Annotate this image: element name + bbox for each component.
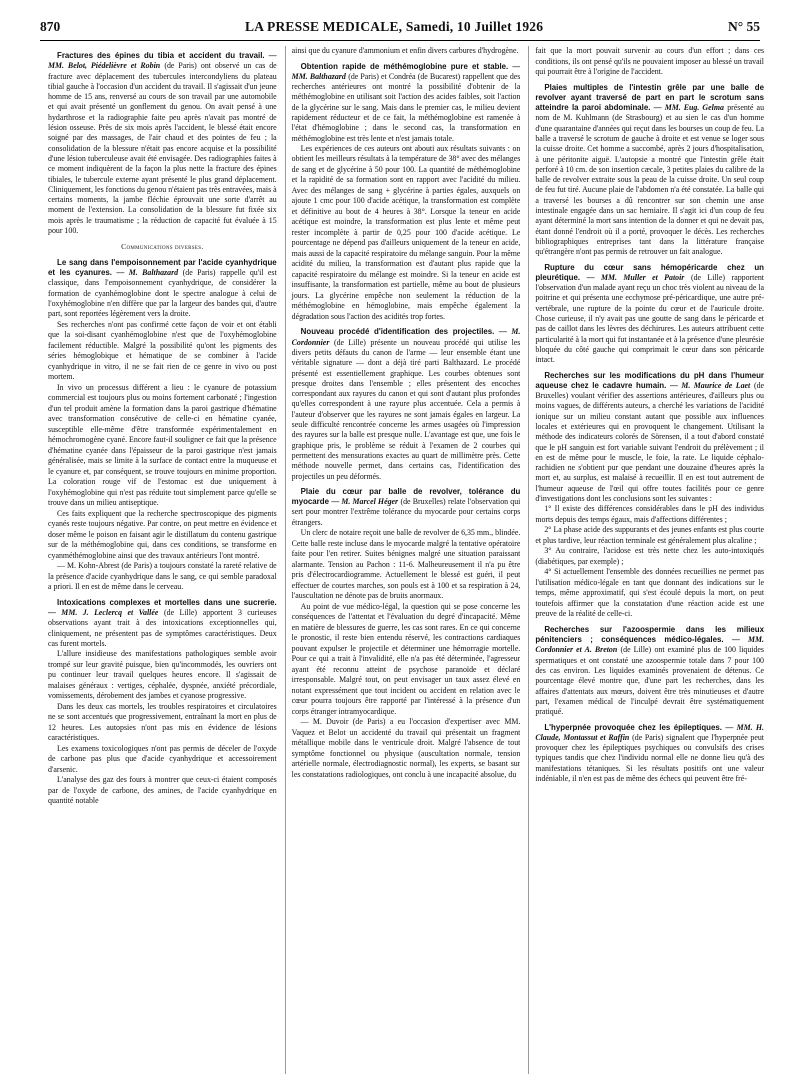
article-text: signalent que l'hyperpnée peut provoquer chez les épileptiques psychiques ou convulsifs des crises typiques tandis que chez l'individu normal elle ne donne lieu qu'à des manifestations tétaniques. Si les résultats positifs ont une valeur indéniable, il n'en est pas de même des échecs qui peuvent être fré- <box>535 732 765 784</box>
article-authors: — M. Balthazard <box>116 268 179 278</box>
article-title: Nouveau procédé d'identification des projectiles. <box>300 327 495 337</box>
article-heading <box>292 327 521 481</box>
article-text: voulant vérifier des assertions antérieures, d'ailleurs plus ou moins vagues, de différents auteurs, a cherché les variations de l'acidité ionique sur un milieu constant autant que possible aux influences locales et extérieures qui en provoquent le changement. Utilisant la méthode des indicateurs colorés de Sörensen, il a tout d'abord constaté que le pH sanguin est fort variable suivant l'endroit du prélèvement ; il en est de même pour le muscle, le foie, la rate. Le liquide céphalo-rachidien ne s'obtient pur que pendant une douzaine d'heures après la mort et, au surplus, est malaisé à recueillir. Il en est tout autrement de l'humeur aqueuse de l'œil qui offre toutes facilités pour ce genre d'investigations dont les conclusions sont les suivantes : <box>535 391 765 504</box>
article-heading <box>535 625 764 718</box>
journal-title: LA PRESSE MEDICALE, Samedi, 10 Juillet 1926 <box>245 19 544 34</box>
article-heading <box>535 723 764 785</box>
paragraph: Au point de vue médico-légal, la question qui se pose concerne les conséquences de l'attentat et l'évaluation du degré d'incapacité. Même en matière de blessures de guerre, les cas sont rares. En ce qui concerne le pronostic, il reste bien entendu réservé, les contractions cardiaques pouvant expulser le projectile et déterminer une hémorragie mortelle. Pour ce qui a trait à l'invalidité, elle n'a pas été déterminée, l'agresseur ayant été reconnu atteint de psychose paranoïde et déclaré irresponsable. Malgré tout, on peut envisager un taux assez élevé en notant expressément que tout incident ou accident en relation avec le cœur pourra toujours être rapporté par l'intéressé à la présence d'un corps étranger intramyocardique. <box>291 601 521 716</box>
article-text: rappellent que des recherches antérieures ont montré la possibilité d'obtenir de la méthémoglobine en utilisant soit l'action des acides faibles, soit l'action de la glycérine sur le sang. Mais dans le premier cas, le milieu devient rapidement réducteur et de ce fait, la méthémoglobine est ramenée à l'état d'hémoglobine ; dans le second cas, la transformation en méthémoglobine est très lente et n'est jamais totale. <box>291 71 521 143</box>
column-right <box>528 46 764 1074</box>
article-affiliation: présenté au nom de M. Kuhlmann (de Strasbourg) <box>535 103 765 123</box>
article-title: Intoxications complexes et mortelles dans une sucrerie. <box>57 597 277 607</box>
article-authors: — MM. Belot, Piédelièvre et Robin <box>48 51 277 71</box>
article-title: Fractures des épines du tibia et accident du travail. <box>57 51 265 60</box>
column-left <box>48 46 277 1074</box>
article-title: Recherches sur les modifications du pH dans l'humeur aqueuse chez le cadavre humain. <box>535 370 765 390</box>
continued-text: fait que la mort pouvait survenir au cours d'un effort ; dans ces conditions, ils ont pensé qu'ils ne pouvaient imposer au blessé un travail qui pourrait être à l'origine de l'accident. <box>535 46 765 76</box>
paragraph: L'analyse des gaz des fours à montrer que ceux-ci étaient composés par de l'oxyde de carbone, des amines, de l'acide cyanhydrique en quantité notable <box>48 775 277 806</box>
article-authors: — MM. Balthazard <box>291 61 521 81</box>
article-affiliation: (de Paris) <box>182 268 216 278</box>
article-heading <box>292 62 521 144</box>
paragraph: L'allure insidieuse des manifestations pathologiques semble avoir trompé sur leur gravité puisque, bien qu'incommodés, les ouvriers ont pu continuer leur travail quelques heures encore. Il s'agissait de malaises généraux : vertiges, céphalée, dyspnée, anxiété précordiale, vomissements, dérobement des jambes et cyanose progressive. <box>48 649 277 701</box>
paragraph: — M. Duvoir (de Paris) a eu l'occasion d'expertiser avec MM. Vaquez et Belot un accidenté du travail qui présentait un fragment métallique mobile dans le ventricule droit. Malgré l'absence de tout symptôme fonctionnel ou physique (auscultation normale, tension artérielle normale, électrodiagnostic normal), les experts, se basant sur les constatations radiologiques, ont conclu à une incapacité absolue, du <box>291 717 521 779</box>
article-authors: — MM. H. Claude, Montassut et Raffin <box>535 722 765 742</box>
article-text: rappelle qu'il est classique, dans l'empoisonnement cyanhydrique, de considérer la formation de cyanhémoglobine dont le spectre analogue à celui de l'oxyhémoglobine n'en diffère que par la largeur des bandes qui, d'autre part, sont reportées légèrement vers la droite. <box>48 268 277 319</box>
article-authors: — MM. Eug. Gelma <box>653 103 724 113</box>
paragraph: — M. Kohn-Abrest (de Paris) a toujours constaté la rareté relative de la présence d'acide cyanhydrique dans le sang, ce qui semble paradoxal a priori. Il en est de même dans le cerveau. <box>48 561 277 592</box>
paragraph: 1° Il existe des différences considérables dans le pH des individus morts depuis des temps égaux, mais d'affections différentes ; <box>535 504 765 524</box>
article-title: Plaie du cœur par balle de revolver, tolérance du myocarde <box>291 486 521 507</box>
article-affiliation: (de Lille) <box>333 337 366 347</box>
article-affiliation: (de Paris) et Condréa (de Bucarest) <box>348 71 461 81</box>
article-text: rapportent l'observation d'un malade ayant reçu un choc très violent au niveau de la poitrine et qui présenta une ecchymose pré-péricardique, une autre pré-vertébrale, une rupture de la pointe du cœur et de l'auricule droite. Chose curieuse, il n'y avait pas une goutte de sang dans le péricarde et pas de caillot dans les lèvres des déchirures. Les auteurs attribuent cette particularité à la mort qui fut instantanée et à la présence d'une pleurésie bloquée du côté gauche qui comprimait le cœur dans son péricarde intact. <box>535 272 765 365</box>
article-affiliation: (de Lille) <box>164 607 198 617</box>
article-affiliation: (de Bruxelles) <box>535 380 765 401</box>
article-authors: — M. Cordonnier <box>291 327 521 347</box>
article-title: Recherches sur l'azoospermie dans les milieux pénitenciers ; conséquences médico-légales. <box>535 624 765 645</box>
issue-number: N° 55 <box>727 19 760 34</box>
article-affiliation: (de Lille) <box>690 272 725 282</box>
article-authors: — MM. J. Leclercq et Vallée <box>48 607 159 617</box>
column-middle <box>285 46 521 1074</box>
article-title: Obtention rapide de méthémoglobine pure et stable. <box>300 61 509 71</box>
article-text: apportent 3 curieuses observations ayant trait à des intoxications exceptionnelles qui, cliniquement, ne présentent pas de symptômes caractéristiques. Deux cas furent mortels. <box>48 607 277 648</box>
article-authors: — MM. Cordonnier et A. Breton <box>535 635 765 655</box>
article-heading <box>292 487 521 528</box>
article-affiliation: (de Bruxelles) <box>400 497 446 507</box>
article-text: ont observé un cas de fracture avec déplacement des tubercules intercondyliens du plateau tibial gauche à l'occasion d'un accident du travail. Il s'agissait d'un jeune homme de 15 ans, renversé au cours de son travail par une automobile et qui avait présenté un gonflement du genou. On avait pensé à une hydarthrose et la radiographie faite peu après n'avait pas montré de lésion osseuse. Près de six mois après l'accident, le blessé était encore soigné par des massages, de l'air chaud et des pointes de feu ; la consolidation de la blessure n'était pas encore acquise et la possibilité d'une lésion tuberculeuse avait été envisagée. Des radiographies faites à ce moment indiquèrent de la façon la plus nette la fracture des épines tibiales, le tubercule externe ayant présenté le plus grand déplacement. Cliniquement, les fonctions du genou n'étaient pas très entravées, mais à certains moments, la jambe fléchie éprouvait une sorte d'arrêt au moment de l'extension. La consolidation de la blessure fut fixée six mois après le traumatisme ; la réduction de capacité fut évaluée à 15 pour 100. <box>48 61 277 236</box>
article-affiliation: (de Paris) <box>632 732 664 742</box>
text-columns <box>48 46 764 1074</box>
article-text: ont examiné plus de 100 liquides spermatiques et ont constaté une azoospermie totale dans 7 pour 100 des cas environ. Les liquides examinés provenaient de détenus. Ce pourcentage élevé montre que, d'une part les recherches, dans les affaires d'attentats aux mœurs, doivent être très minutieuses et d'autre part, l'examen médical de l'inculpé devrait être systématiquement pratiqué. <box>535 645 765 717</box>
article-authors: — MM. Muller et Patoir <box>586 272 685 282</box>
article-title: L'hyperpnée provoquée chez les épileptiques. <box>544 722 722 732</box>
paragraph: Ces faits expliquent que la recherche spectroscopique des pigments cyanés reste toujours négative. Par contre, on peut mettre en évidence et doser même le poison en faisant agir le distillatum du contenu gastrique sur de la méthémoglobine qui, dans ces conditions, se transforme en cyanméthémoglobine ainsi que des travaux antérieurs l'ont montré. <box>48 508 277 560</box>
paragraph: Les expériences de ces auteurs ont abouti aux résultats suivants : on obtient les meilleurs résultats à la température de 38° avec des mélanges de sang et de glycérine à 50 pour 100. La quantité de méthémoglobine et la rapidité de sa formation sont en rapport avec l'acidité du milieu. Avec des mélanges de sang + glycérine à parties égales, auxquels on ajoute 1 cmc pour 100 d'acide acétique, la transformation est complète et définitive au bout de 4 heures à 38°. Lorsque la teneur en acide acétique est moindre, la transformation est plus lente et même peut rester incomplète à partir de 0,25 pour 100 d'acide acétique. Le pourcentage ne dépend pas d'ailleurs uniquement de la teneur en acide, mais aussi de la capacité respiratoire du mélange sanguin. Pour la même acidité du milieu, la transformation est d'autant plus rapide que la capacité respiratoire du mélange est moindre. Si la teneur en acide est insuffisante, la transformation est partielle, même au bout de plusieurs jours. La glycérine empêche non seulement la réduction de la méthémoglobine en hémoglobine, mais empêche également la dégradation sous l'action des acidités trop fortes. <box>291 143 521 321</box>
article-heading <box>535 371 764 505</box>
article-authors: — M. Maurice de Laet <box>669 380 751 390</box>
page-header <box>40 14 760 41</box>
article-affiliation: (de Paris) <box>164 61 197 71</box>
article-text: et au sien le cas d'un homme d'une quarantaine d'années qui reçut dans les bourses un coup de feu. La balle a traversé le scrotum de gauche à droite et est venue se loger sous la cuisse droite. Cet homme a succombé, après 2 jours d'hospitalisation, à une péritonite aiguë. L'autopsie a montré que l'intestin grêle était perforé à 10 cm. de son insertion cæcale, 3 petites plaies du calibre de la balle de revolver extraite sous la peau de la cuisse droite. Un seul coup de feu fut tiré. Aucune plaie de l'abdomen n'a été constatée. La balle qui a traversé les bourses a dû rencontrer sur son chemin une anse intestinale engagée dans un sac herniaire. Il s'agit ici d'un coup de feu ayant déterminé la mort sans intention de la donner et qui ne devait pas, étant donné l'endroit où il a porté, provoquer le décès. Les recherches bibliographiques entreprises tant dans la littérature française qu'étrangère n'ont pas permis de retrouver un fait analogue. <box>535 113 765 257</box>
article-affiliation: (de Lille) <box>620 645 652 655</box>
article-authors: — M. Marcel Héger <box>331 497 399 507</box>
section-rubric: Communications diverses. <box>121 242 204 252</box>
paragraph: Dans les deux cas mortels, les troubles respiratoires et circulatoires ne se sont accentués que progressivement, entraînant la mort en plus de 12 heures. Les autopsies n'ont pas mis en évidence de lésions caractéristiques. <box>48 701 277 743</box>
page-number: 870 <box>40 19 61 34</box>
article-heading <box>48 51 277 236</box>
paragraph: 4° Si actuellement l'ensemble des données recueillies ne permet pas l'utilisation médico-légale en tant que donnant des indications sur le temps, même approximatif, qui s'est écoulé depuis la mort, on peut toutefois affirmer que la constatation d'une réaction acide est une preuve de la réalité de celle-ci. <box>535 567 765 619</box>
article-title: Rupture du cœur sans hémopéricarde chez un pleurétique. <box>535 262 765 282</box>
article-heading <box>535 263 764 366</box>
paragraph: In vivo un processus différent a lieu : le cyanure de potassium commercial est toujours plus ou moins fortement carbonaté ; l'ingestion d'un tel produit amène la formation dans la paroi gastrique d'hématine avec transformation consécutive de celle-ci en hématine cyanée, susceptible elle-même d'être transformée expérimentalement en hémochromogène cyané. Encore faut-il souligner ce fait que la présence d'hématine cyanée dans l'épaisseur de la paroi gastrique n'est jamais généralisée, mais se limite à la surface de contact entre la muqueuse et le cyanure et, par conséquent, se trouve toujours en minime proportion. La coloration rouge vif de l'estomac est due uniquement à l'oxyhémoglobine qui n'est pas réduite tout simplement parce qu'elle se trouve dans un milieu antiseptique. <box>48 382 277 508</box>
paragraph: 3° Au contraire, l'acidose est très nette chez les auto-intoxiqués (diabétiques, par exemple) ; <box>535 546 765 566</box>
paragraph: Les examens toxicologiques n'ont pas permis de déceler de l'oxyde de carbone pas plus que d'acide cyanhydrique et accessoirement d'arsenic. <box>48 743 277 774</box>
article-title: Plaies multiples de l'intestin grêle par une balle de revolver ayant traversé de part en part le scrotum sans atteindre la paroi abdominale. <box>535 82 765 113</box>
article-text: relate l'observation qui sert pour montrer l'extrême tolérance du myocarde pour certains corps étrangers. <box>291 497 521 527</box>
paragraph: Un clerc de notaire reçoit une balle de revolver de 6,35 mm., blindée. Cette balle reste incluse dans le myocarde malgré la tentative opératoire faite pour l'en retirer. Suites bénignes malgré une situation paraissant alarmante. Tension au Pachon : 11-6. Malheureusement il n'a pu être pris d'électrocardiogramme. Actuellement le blessé est guéri, il peut effectuer de courtes marches, son pouls est à 100 et sa respiration à 24, l'auscultation ne dénote pas de bruits anormaux. <box>291 528 521 601</box>
article-text: présente un nouveau procédé qui utilise les divers petits défauts du canon de l'arme — leur ensemble étant une véritable signature — dont a déjà tiré parti Balthazard. Le procédé présenté est essentiellement graphique. Les courbes obtenues sont presque droites dans l'ensemble ; elles présentent des encoches correspondant aux rayures du canon et qui sont d'autant plus profondes qu'elles correspondent à une rayure plus accentuée. Cela a permis à l'auteur d'observer que les rayures ne sont jamais égales en largeur. La seule difficulté rencontrée concerne les armes usagées où l'impression des rayures sur la balle est presque nulle. L'avantage est que, une fois le graphique pris, le problème se réduit à l'examen de 2 courbes qui permettent des mensurations exactes au quart de millimètre près. Cette méthode nouvelle permet, dans certains cas, l'identification des projectiles un peu déformés. <box>291 337 521 481</box>
paragraph: 2° La phase acide des suppurants et des jeunes enfants est plus courte et plus tardive, leur réaction terminale est généralement plus alcaline ; <box>535 525 765 545</box>
continued-text: ainsi que du cyanure d'ammonium et enfin divers carbures d'hydrogène. <box>291 46 519 55</box>
article-heading <box>48 598 277 649</box>
article-title: Le sang dans l'empoisonnement par l'acide cyanhydrique et les cyanures. <box>48 257 277 278</box>
article-heading <box>48 258 277 320</box>
paragraph: Ses recherches n'ont pas confirmé cette façon de voir et ont établi que la soi-disant cyanhémoglobine n'est que de l'oxyhémoglobine facilement réductible. Malgré la possibilité qu'ont les pigments des séries hémoglobique et hématique de se combiner à l'acide cyanhydrique in vitro, il ne se fait rien de ce genre in vivo ou post mortem. <box>48 319 277 382</box>
article-heading <box>535 83 764 258</box>
